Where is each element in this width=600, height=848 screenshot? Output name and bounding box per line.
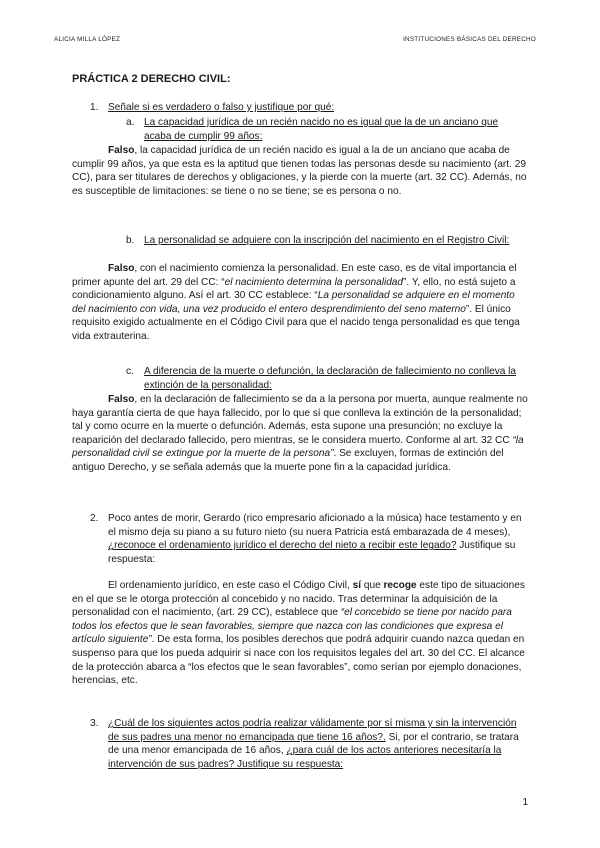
q1c-answer-part: , en la declaración de fallecimiento se da a la persona por muerta, aunque realmente no haya garantía cierta de que haya fallecido, por lo que sí que conlleva la extinción de la personalidad; tal y como ocurre en la muerte o defunción. Además, esta supone una presunción; no excluye la reaparición del declarado fallecido, pero mientras, se le considera muerto. Conforme al art. 32 CC xyxy=(72,394,528,446)
q1b-letter: b. xyxy=(126,235,135,246)
q1b-answer-part: ”. El único requisito exigido actualmente en el Código Civil para que el nacido tenga personalidad es que tenga vida extrauterina. xyxy=(72,303,520,342)
q3-question-2: ¿para cuál de los actos anteriores necesitaría la intervención de sus padres? Justifique su respuesta: xyxy=(108,745,502,770)
q2-answer-part: este tipo de situaciones en el que se le otorga protección al concebido y no nacido. Tras determinar la adquisición de la personalidad con el nacimiento, (art. 29 CC), establece que xyxy=(72,580,525,619)
page-title: PRÁCTICA 2 DERECHO CIVIL: xyxy=(72,73,231,85)
q1b-answer-part: ”. Y, ello, no está sujeto a condicionamiento alguno. Así el art. 30 CC establece: “ xyxy=(72,276,516,302)
q3-statement xyxy=(108,717,528,771)
q2-answer-part: que xyxy=(361,580,384,591)
q3-number: 3. xyxy=(90,718,99,729)
q1b-answer xyxy=(72,262,528,344)
q1c-letter: c. xyxy=(126,366,134,377)
q2-number: 2. xyxy=(90,513,99,524)
q1b-verdict: Falso xyxy=(108,263,135,274)
q1a-verdict: Falso xyxy=(108,145,135,156)
q1c-verdict: Falso xyxy=(108,394,135,405)
q2-answer-part: El ordenamiento jurídico, en este caso el Código Civil, xyxy=(108,580,353,591)
q1-number: 1. xyxy=(90,102,99,113)
q2-bold: sí xyxy=(352,580,362,591)
q2-statement xyxy=(108,512,528,566)
q1b-answer-part: , con el nacimiento comienza la personalidad. En este caso, es de vital importancia el primer apunte del art. 29 del CC: “ xyxy=(72,263,517,288)
q1b-quote-1: el nacimiento determina la personalidad xyxy=(224,276,404,288)
q2-suffix: Justifique su respuesta: xyxy=(108,540,516,565)
header-author: ALICIA MILLA LÓPEZ xyxy=(54,36,121,43)
q1b-question: La personalidad se adquiere con la inscripción del nacimiento en el Registro Civil: xyxy=(144,235,510,246)
q1a-letter: a. xyxy=(126,117,135,128)
q2-bold: recoge xyxy=(383,580,417,591)
q2-question: ¿reconoce el ordenamiento jurídico el derecho del nieto a recibir este legado? xyxy=(108,540,457,552)
q3-middle: Si, por el contrario, se tratara de una menor emancipada de 16 años, xyxy=(108,731,519,757)
q3-question-1: ¿Cuál de los siguientes actos podría realizar válidamente por sí misma y sin la intervención de sus padres una menor no emancipada que tiene 16 años?. xyxy=(108,718,517,743)
q1c-quote: “la personalidad civil se extingue por la muerte de la persona” xyxy=(72,434,524,460)
q1c-answer-part: . Se excluyen, formas de extinción del antiguo Derecho, y se señala además que la muerte pone fin a la capacidad jurídica. xyxy=(72,448,504,473)
q1a-question: La capacidad jurídica de un recién nacido no es igual que la de un anciano que acaba de cumplir 99 años: xyxy=(144,117,499,142)
q1c-question: A diferencia de la muerte o defunción, la declaración de fallecimiento no conlleva la extinción de la personalidad: xyxy=(144,366,517,391)
header-course: INSTITUCIONES BÁSICAS DEL DERECHO xyxy=(403,36,536,43)
q2-answer xyxy=(72,579,528,688)
q1a-answer-text: , la capacidad jurídica de un recién nacido es igual a la de un anciano que acaba de cumplir 99 años, ya que esta es la aptitud que tienen todas las personas desde su nacimiento (art. 29 CC), para ser titulares de derechos y obligaciones, y la pierde con la muerte (art. 32 CC). Además, no es susceptible de limitaciones: se tiene o no se tiene; se es persona o no. xyxy=(72,145,527,197)
q1b-quote-2: La personalidad se adquiere en el momento del nacimiento con vida, una vez producido el entero desprendimiento del seno materno xyxy=(72,290,515,315)
q2-quote: “el concebido se tiene por nacido para todos los efectos que le sean favorables, siempre que nazca con las condiciones que expresa el artículo siguiente” xyxy=(72,607,512,646)
q1c-answer xyxy=(72,393,528,475)
q1-heading: Señale si es verdadero o falso y justifique por qué: xyxy=(108,102,335,113)
q1a-answer xyxy=(72,144,528,198)
q2-statement-text: Poco antes de morir, Gerardo (rico empresario aficionado a la música) hace testamento y en el mismo deja su piano a su futuro nieto (su nuera Patricia está embarazada de 4 meses), xyxy=(108,513,522,538)
page-number: 1 xyxy=(522,797,528,808)
q2-answer-part: . De esta forma, los posibles derechos que podrá adquirir cuando nazca quedan en suspenso para que los pueda adquirir si nace con los requisitos legales del art. 30 del CC. El alcance de la protección abarca a “los efectos que le sean favorables”, como serían por ejemplo donaciones, herencias, etc. xyxy=(72,634,525,687)
